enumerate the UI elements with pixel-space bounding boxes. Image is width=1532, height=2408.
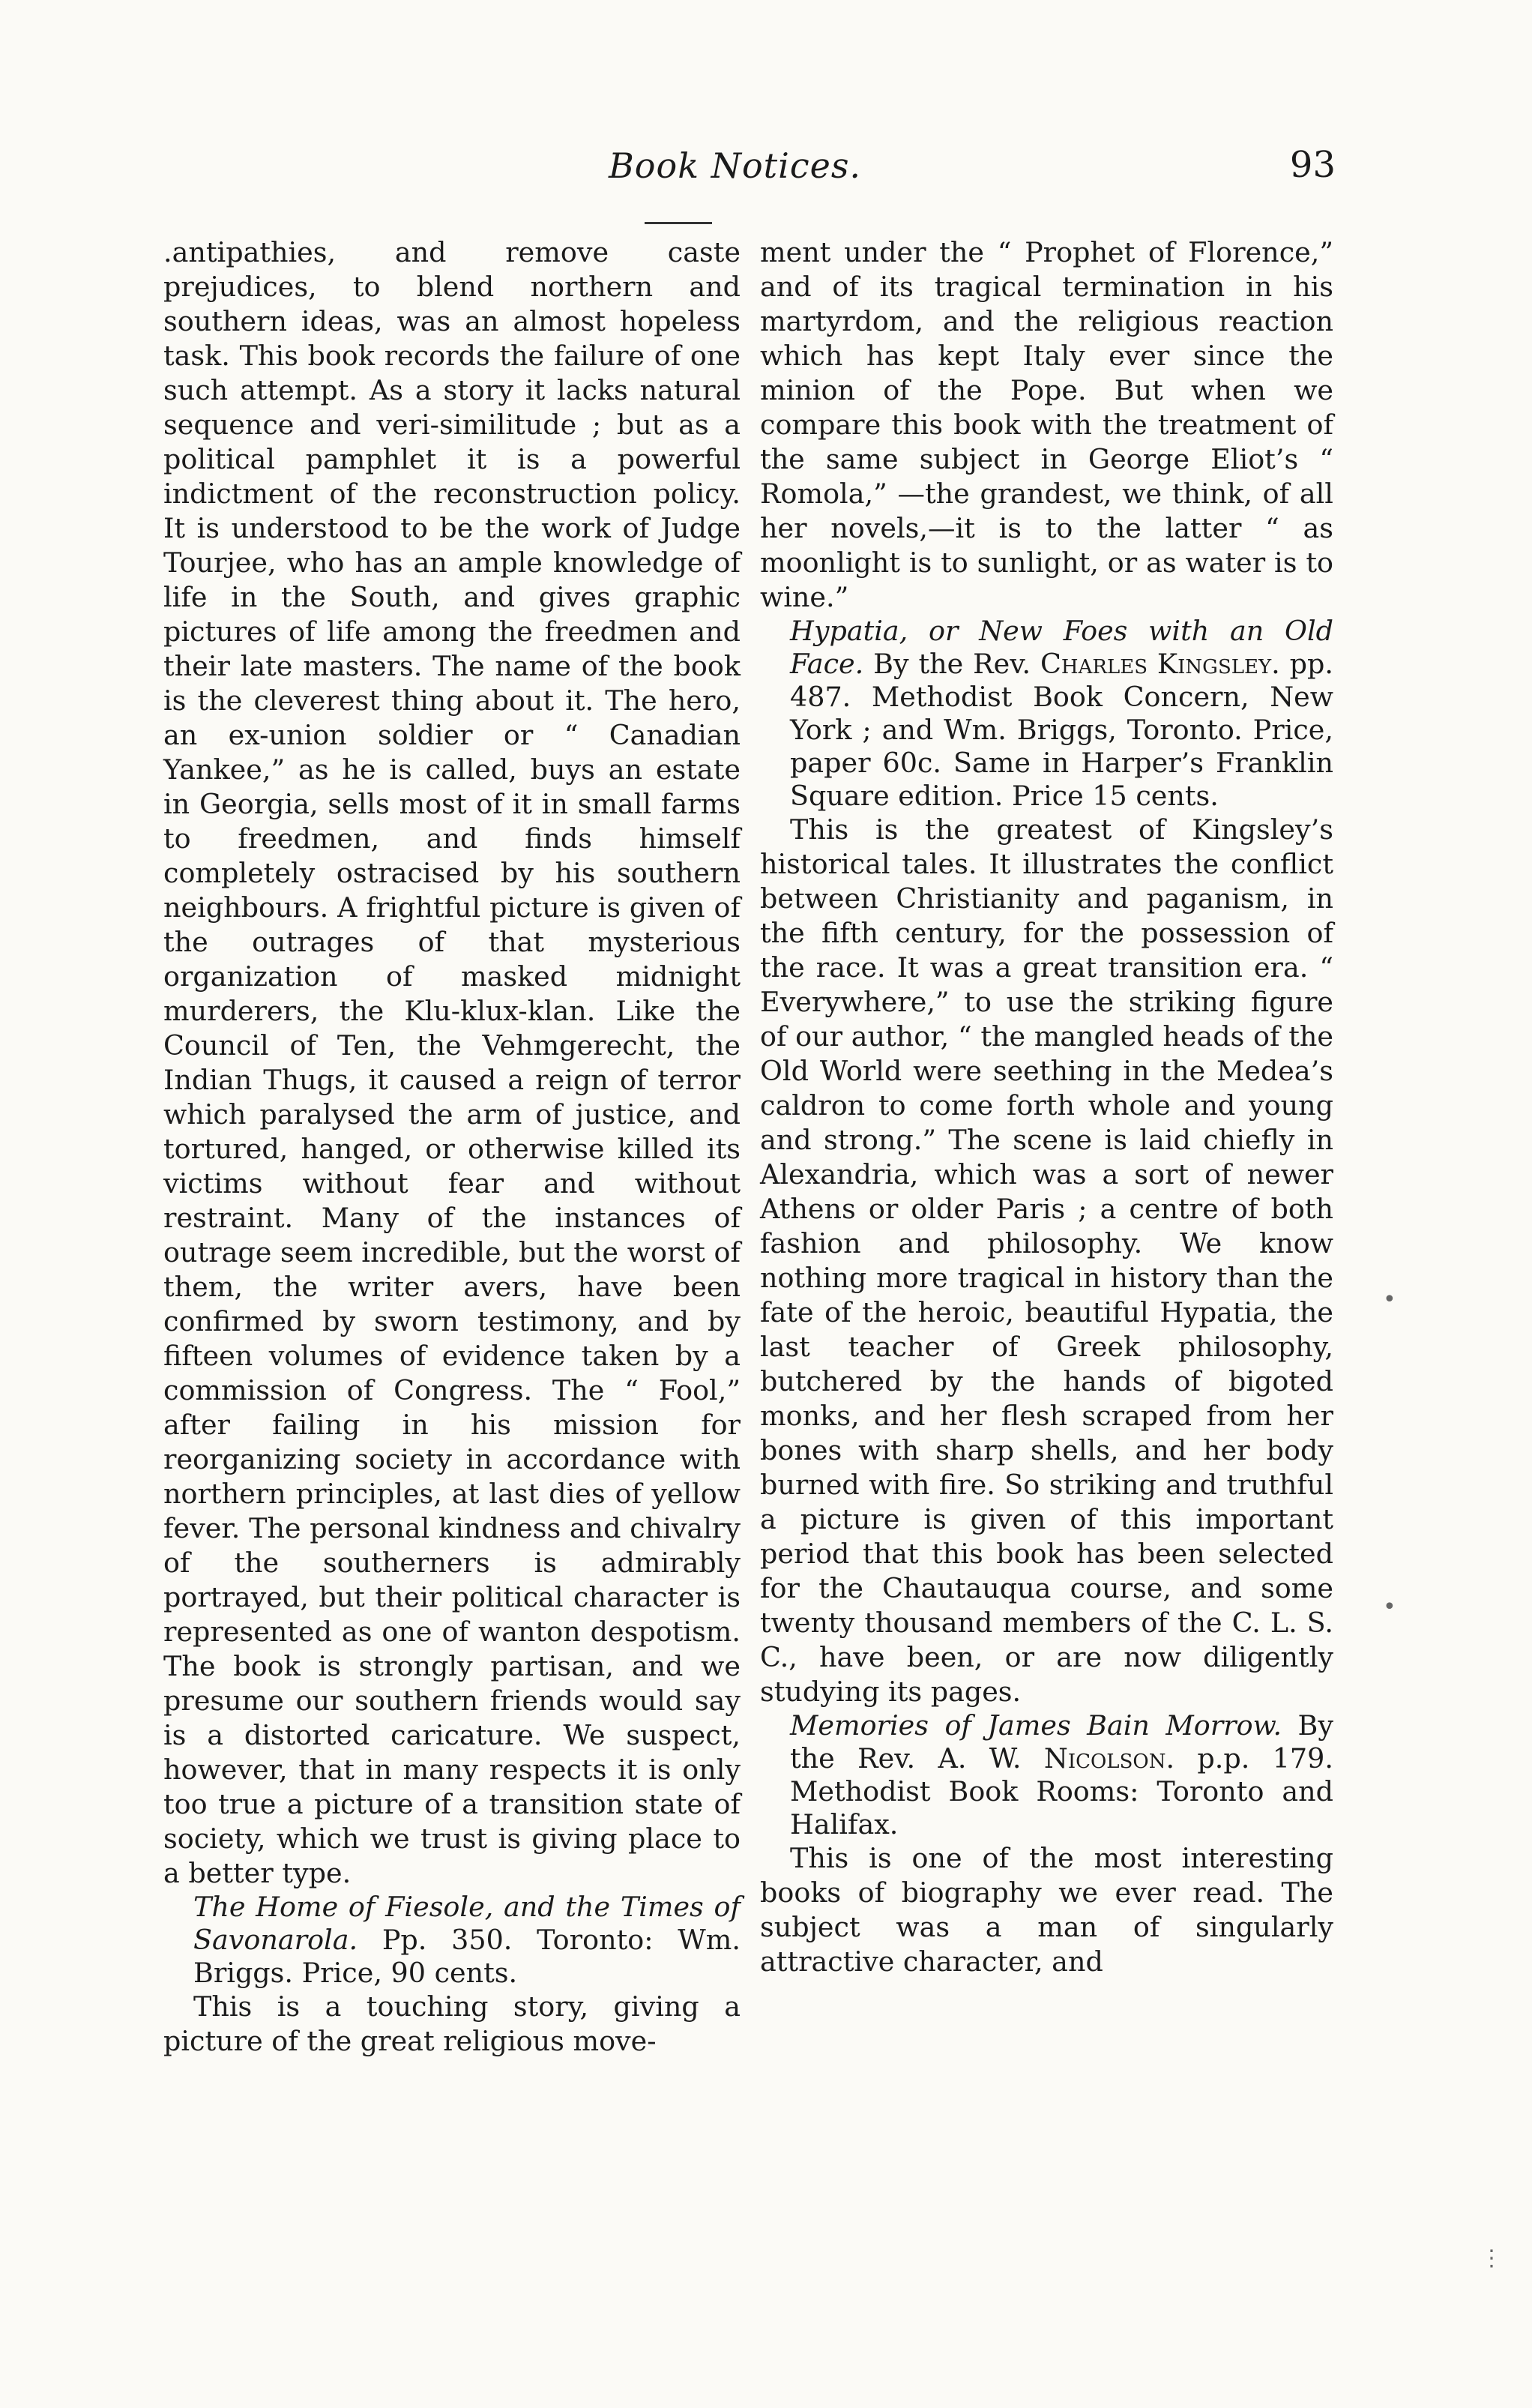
hypatia-details: pp. 487. Methodist Book Concern, New York ; and Wm. Briggs, Toronto. Price, paper 60c. Same in Harper’s Franklin Square edition. Price 15 cents. <box>790 648 1334 812</box>
hypatia-title: Hypatia, or New Foes with an Old Face. <box>790 615 1333 680</box>
fiesole-review-start: This is a touching story, giving a picture of the great religious move- <box>163 1990 741 2057</box>
morrow-title: Memories of James Bain Morrow. <box>790 1709 1282 1742</box>
hypatia-by: By the Rev. <box>873 648 1031 680</box>
right-column <box>760 235 1333 1979</box>
morrow-details: p.p. 179. Methodist Book Rooms: Toronto and Halifax. <box>790 1742 1333 1840</box>
left-column <box>163 235 741 2059</box>
morrow-by: By the Rev. <box>790 1709 1333 1775</box>
running-head: Book Notices. <box>609 145 862 186</box>
fool-review-end: .antipathies, and remove caste prejudices, to blend northern and southern ideas, was an almost hopeless task. This book records the failure of one such attempt. As a story it lacks natural sequence and veri-similitude ; but as a political pamphlet it is a powerful indictment of the reconstruction policy. It is understood to be the work of Judge Tourjee, who has an ample knowledge of life in the South, and gives graphic pictures of life among the freedmen and their late masters. The name of the book is the cleverest thing about it. The hero, an ex-union soldier or “ Canadian Yankee,” as he is called, buys an estate in Georgia, sells most of it in small farms to freedmen, and finds himself completely ostracised by his southern neighbours. A frightful picture is given of the outrages of that mysterious organization of masked midnight murderers, the Klu-klux-klan. Like the Council of Ten, the Vehmgerecht, the Indian Thugs, it caused a reign of terror which paralysed the arm of justice, and tortured, hanged, or otherwise killed its victims without fear and without restraint. Many of the instances of outrage seem incredible, but the worst of them, the writer avers, have been confirmed by sworn testimony, and by fifteen volumes of evidence taken by a commission of Congress. The “ Fool,” after failing in his mission for reorganizing society in accordance with northern principles, at last dies of yellow fever. The personal kindness and chivalry of the southerners is admirably portrayed, but their political character is represented as one of wanton despotism. The book is strongly partisan, and we presume our southern friends would say is a distorted caricature. We suspect, however, that in many respects it is only too true a picture of a transition state of society, which we trust is giving place to a better type. <box>163 236 741 1889</box>
margin-speck: • <box>1383 1594 1396 1620</box>
fiesole-details: Pp. 350. Toronto: Wm. Briggs. Price, 90 cents. <box>193 1924 741 1989</box>
hypatia-review: This is the greatest of Kingsley’s historical tales. It illustrates the conflict between Christianity and paganism, in the fifth century, for the possession of the race. It was a great transition era. “ Everywhere,” to use the striking figure of our author, “ the mangled heads of the Old World were seething in the Medea’s caldron to come forth whole and young and strong.” The scene is laid chiefly in Alexandria, which was a sort of newer Athens or older Paris ; a centre of both fashion and philosophy. We know nothing more tragical in history than the fate of the heroic, beautiful Hypatia, the last teacher of Greek philosophy, butchered by the hands of bigoted monks, and her flesh scraped from her bones with sharp shells, and her body burned with fire. So striking and truthful a picture is given of this important period that this book has been selected for the Chautauqua course, and some twenty thousand members of the C. L. S. C., have been, or are now diligently studying its pages. <box>760 813 1333 1708</box>
morrow-entry-heading <box>760 1709 1333 1841</box>
morrow-review-start: This is one of the most interesting books of biography we ever read. The subject was a man of singularly attractive character, and <box>760 1842 1333 1978</box>
morrow-author: A. W. Nicolson. <box>938 1742 1175 1775</box>
hypatia-entry-heading <box>760 615 1333 813</box>
margin-speck: ⋮ <box>1480 2245 1503 2272</box>
page-header <box>0 133 1532 193</box>
hypatia-author: Charles Kingsley. <box>1040 648 1280 680</box>
fiesole-title: The Home of Fiesole, and the Times of Savonarola. <box>193 1891 741 1956</box>
header-rule <box>645 222 712 224</box>
page-number: 93 <box>1289 144 1336 186</box>
margin-speck: • <box>1383 1286 1396 1313</box>
fiesole-entry-heading <box>163 1891 741 1990</box>
fiesole-review-end: ment under the “ Prophet of Florence,” and of its tragical termination in his martyrdom, and the religious reaction which has kept Italy ever since the minion of the Pope. But when we compare this book with the treatment of the same subject in George Eliot’s “ Romola,” —the grandest, we think, of all her novels,—it is to the latter “ as moonlight is to sunlight, or as water is to wine.” <box>760 236 1333 613</box>
